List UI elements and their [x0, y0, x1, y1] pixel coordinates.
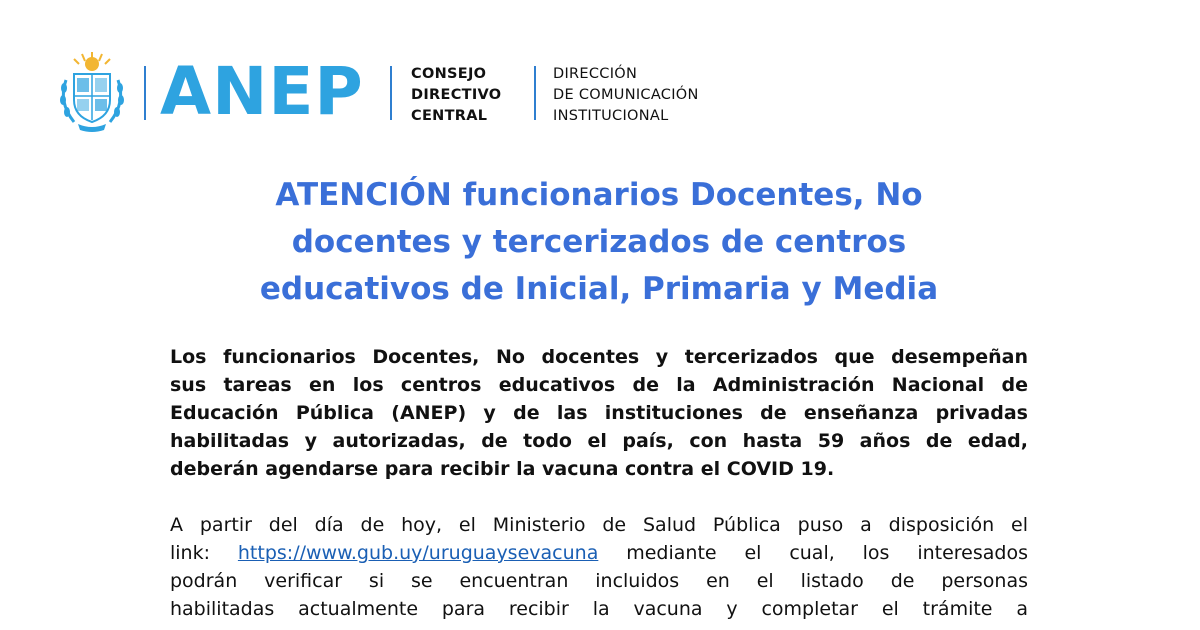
divider — [534, 66, 536, 120]
org-line: INSTITUCIONAL — [553, 108, 669, 124]
paragraph-line: habilitadas y autorizadas, de todo el país, con hasta 59 años de edad, — [170, 430, 1028, 452]
divider — [390, 66, 392, 120]
paragraph-line-with-link — [170, 539, 1028, 567]
paragraph-line: Los funcionarios Docentes, No docentes y tercerizados que desempeñan — [170, 346, 1028, 368]
org-line: DE COMUNICACIÓN — [553, 87, 699, 103]
link-suffix: mediante el cual, los interesados — [598, 542, 1028, 564]
org-line: DIRECTIVO — [411, 87, 502, 103]
uruguay-coat-of-arms-icon — [56, 50, 128, 134]
paragraph-line: deberán agendarse para recibir la vacuna contra el COVID 19. — [170, 458, 835, 480]
paragraph-line: A partir del día de hoy, el Ministerio de Salud Pública puso a disposición el — [170, 514, 1028, 536]
paragraph-line: podrán verificar si se encuentran incluidos en el listado de personas — [170, 570, 1028, 592]
paragraph-line: sus tareas en los centros educativos de la Administración Nacional de — [170, 374, 1028, 396]
divider — [144, 66, 146, 120]
announcement-paragraph — [170, 343, 1028, 483]
instructions-paragraph — [170, 511, 1028, 623]
org-line: CONSEJO — [411, 66, 487, 82]
title-line: educativos de Inicial, Primaria y Media — [259, 271, 939, 307]
letterhead — [56, 50, 776, 134]
org-name-consejo — [411, 64, 501, 127]
paragraph-line: Educación Pública (ANEP) y de las instituciones de enseñanza privadas — [170, 402, 1028, 424]
org-line: DIRECCIÓN — [553, 66, 638, 82]
vaccine-registration-link[interactable]: https://www.gub.uy/uruguaysevacuna — [237, 542, 599, 564]
link-prefix: link: — [170, 542, 238, 564]
org-name-direccion — [553, 64, 699, 127]
title-line: docentes y tercerizados de centros — [291, 224, 907, 260]
title-line: ATENCIÓN funcionarios Docentes, No — [275, 177, 923, 213]
page-title — [170, 172, 1028, 313]
org-line: CENTRAL — [411, 108, 488, 124]
paragraph-line: habilitadas actualmente para recibir la vacuna y completar el trámite a — [170, 598, 1028, 620]
anep-logo: ANEP — [160, 53, 364, 130]
